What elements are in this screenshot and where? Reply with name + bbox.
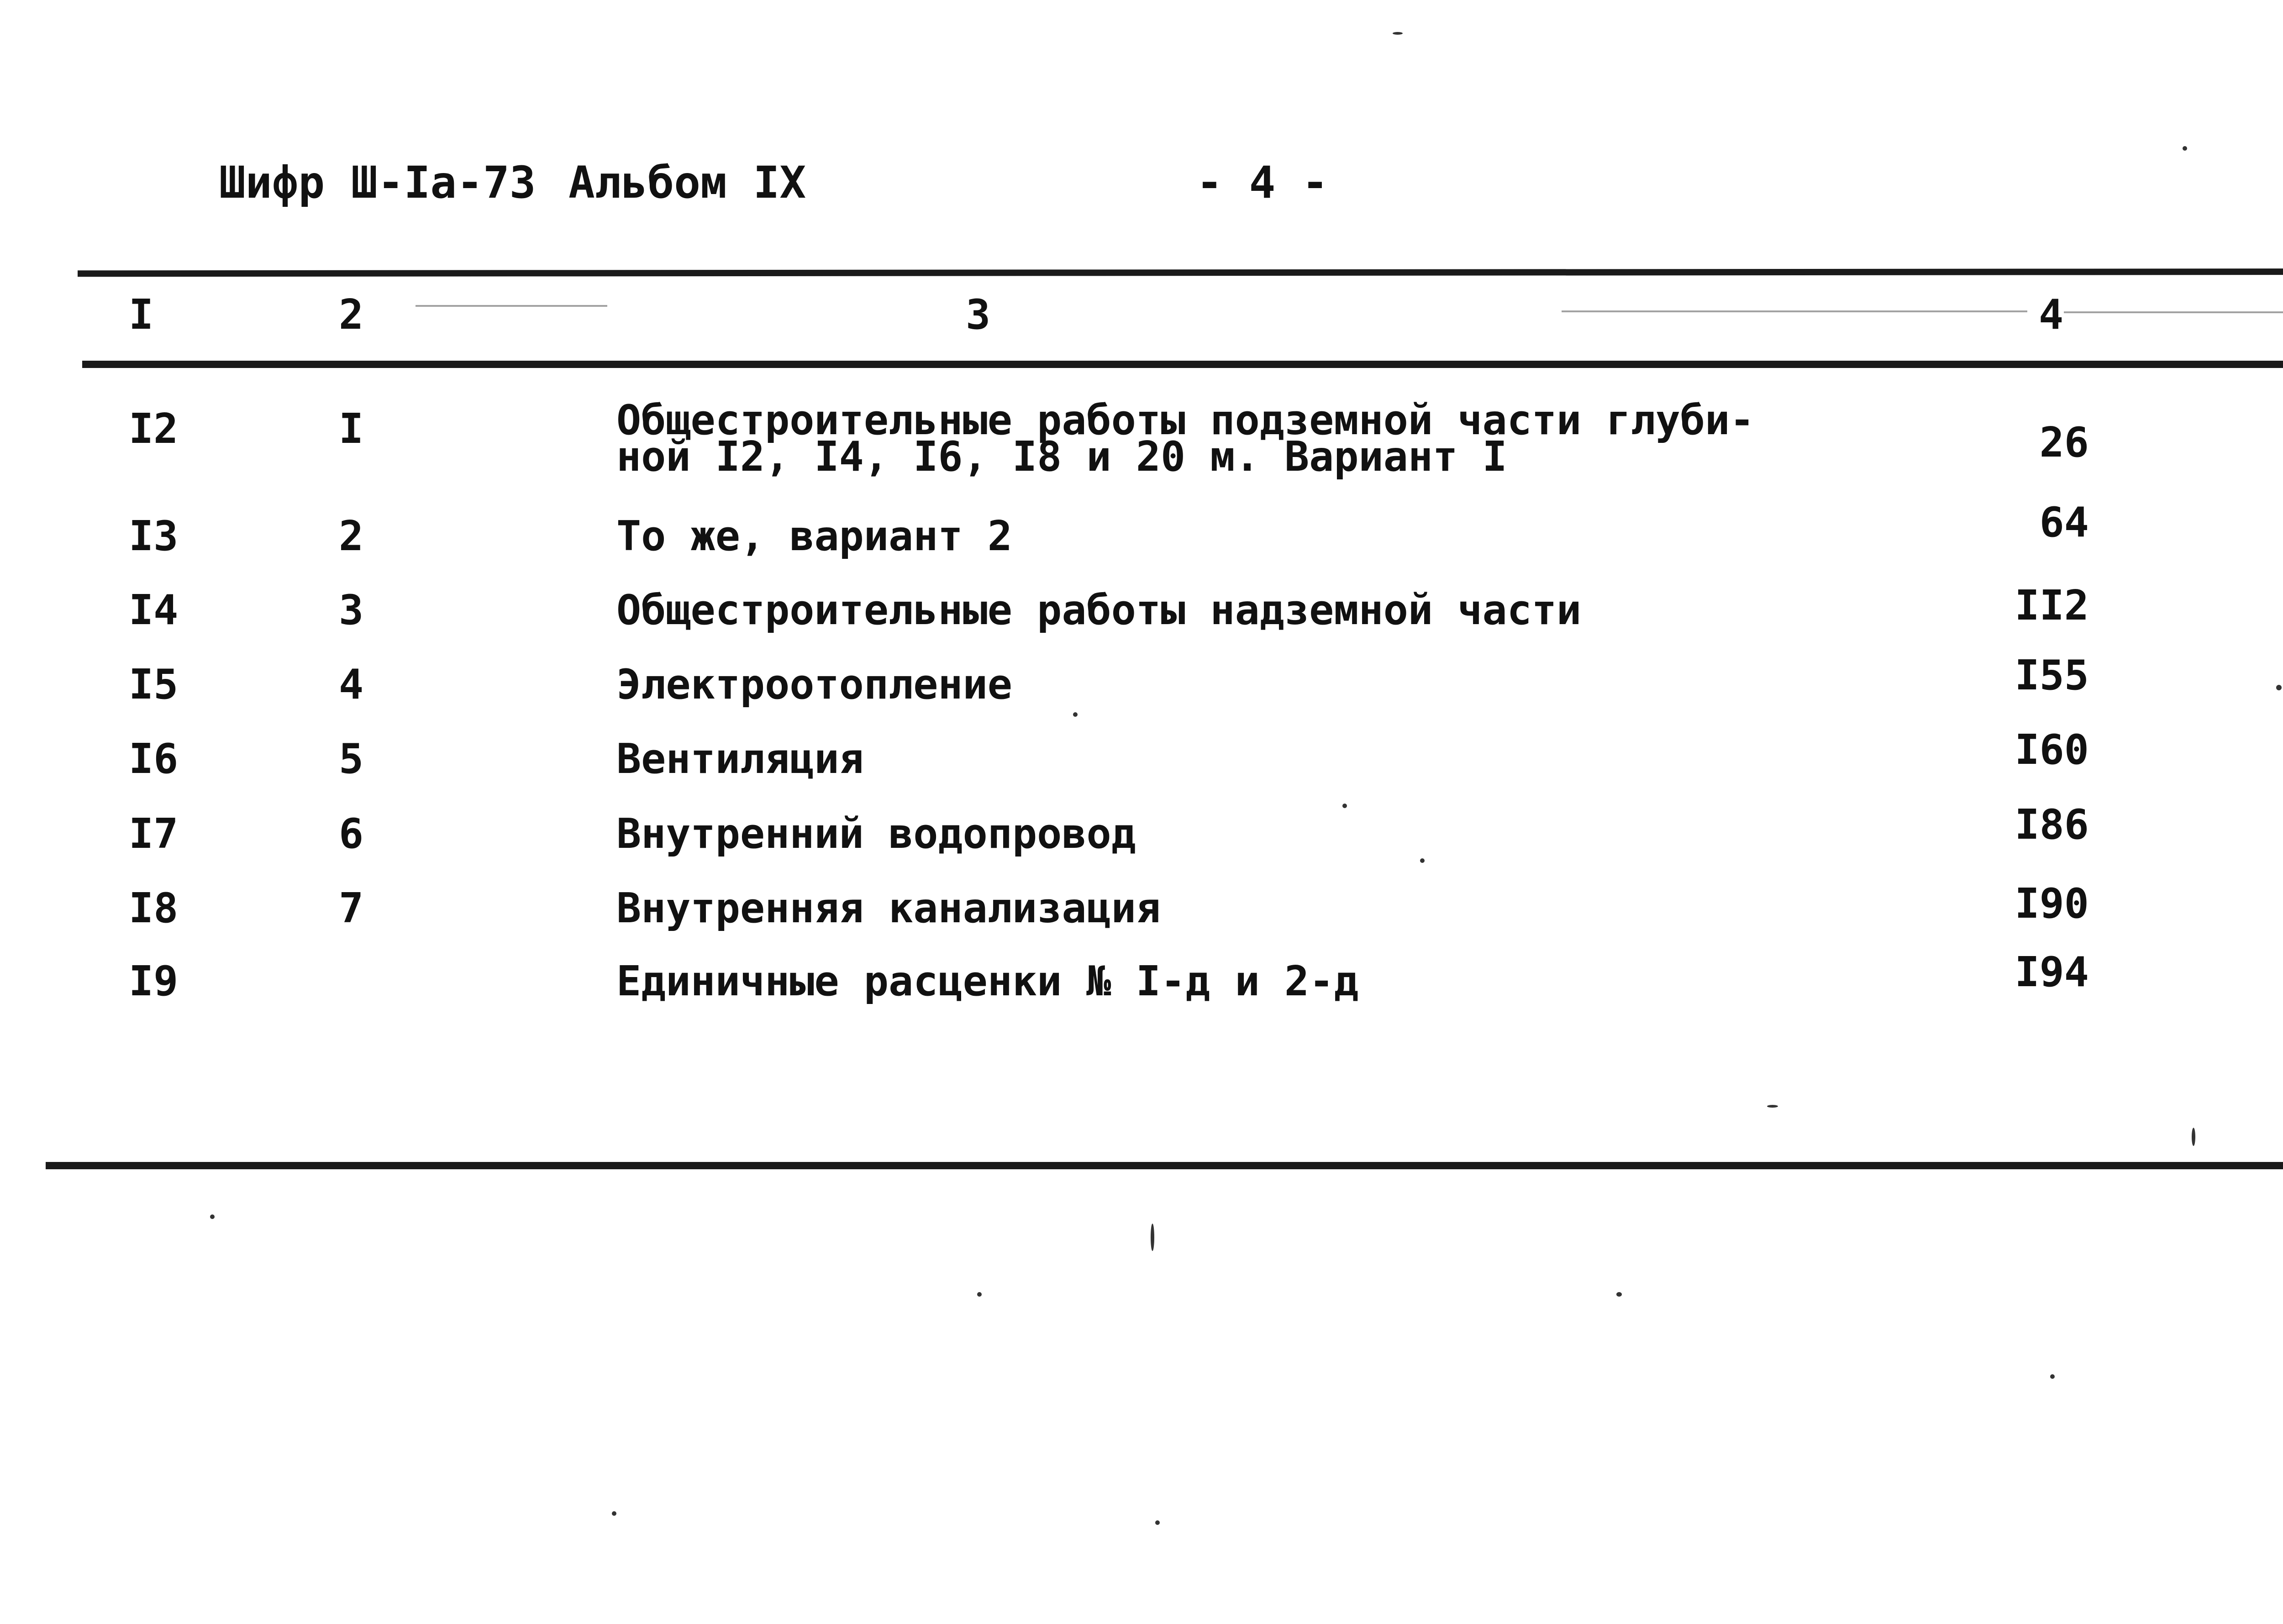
scan-speck [1073, 712, 1078, 717]
section-title-line1: Общестроительные работы подземной части глуби- [616, 396, 1755, 444]
row-number: I3 [129, 512, 179, 560]
scan-speck [612, 1511, 616, 1516]
scan-speck [1420, 858, 1425, 863]
scan-speck [1393, 32, 1403, 35]
scan-speck [977, 1292, 982, 1297]
scan-speck [1616, 1292, 1622, 1297]
section-title-line2: ной I2, I4, I6, I8 и 20 м. Вариант I [616, 433, 1507, 481]
scan-speck [2183, 146, 2187, 151]
scan-speck [1155, 1520, 1160, 1525]
column-header: 3 [966, 291, 991, 339]
column-header: I [129, 291, 154, 339]
scan-speck [2276, 685, 2282, 690]
column-header: 4 [2039, 291, 2064, 339]
scan-speck [210, 1214, 215, 1219]
table-row [0, 652, 2283, 728]
part-number: 3 [339, 586, 364, 634]
scan-speck [1342, 804, 1347, 808]
row-number: I9 [129, 957, 179, 1005]
table-row [0, 582, 2283, 654]
part-number: 6 [339, 810, 364, 858]
row-number: I8 [129, 884, 179, 932]
section-title: Вентиляция [616, 735, 864, 783]
section-title: То же, вариант 2 [616, 512, 1012, 560]
part-number: 5 [339, 735, 364, 783]
section-title: Внутренняя канализация [616, 884, 1161, 932]
section-title: Общестроительные работы надземной части [616, 586, 1582, 634]
part-number: I [339, 405, 364, 453]
table-row [0, 726, 2283, 803]
scan-speck [1151, 1224, 1154, 1251]
section-title: Электроотопление [616, 661, 1012, 709]
section-title: Единичные расценки № I-д и 2-д [616, 957, 1359, 1005]
page-ref: I90 [2015, 880, 2089, 928]
table-row [0, 396, 2283, 491]
row-number: I6 [129, 735, 179, 783]
scan-speck [2050, 1374, 2055, 1379]
row-number: I4 [129, 586, 179, 634]
row-number: I7 [129, 810, 179, 858]
page-ref: I55 [2015, 652, 2089, 699]
scan-speck [2192, 1128, 2195, 1146]
column-header: 2 [339, 291, 364, 339]
table-row [0, 880, 2283, 952]
table-row [0, 948, 2283, 1025]
album-label: Альбом IX [568, 157, 806, 208]
table-row [0, 499, 2283, 580]
section-title: Внутренний водопровод [616, 810, 1136, 858]
page-number: - 4 - [1196, 157, 1328, 208]
scan-speck [1767, 1105, 1778, 1108]
page-ref: II2 [2015, 582, 2089, 630]
page-ref: 64 [2039, 499, 2089, 547]
part-number: 4 [339, 661, 364, 709]
document-cipher: Шифр Ш-Iа-73 [219, 157, 536, 208]
part-number: 7 [339, 884, 364, 932]
row-number: I2 [129, 405, 179, 453]
page-ref: I94 [2015, 948, 2089, 996]
part-number: 2 [339, 512, 364, 560]
page-ref: 26 [2039, 419, 2089, 467]
table-row [0, 801, 2283, 878]
row-number: I5 [129, 661, 179, 709]
table-bottom-rule [46, 1162, 2283, 1169]
page-ref: I60 [2015, 726, 2089, 774]
page-ref: I86 [2015, 801, 2089, 849]
